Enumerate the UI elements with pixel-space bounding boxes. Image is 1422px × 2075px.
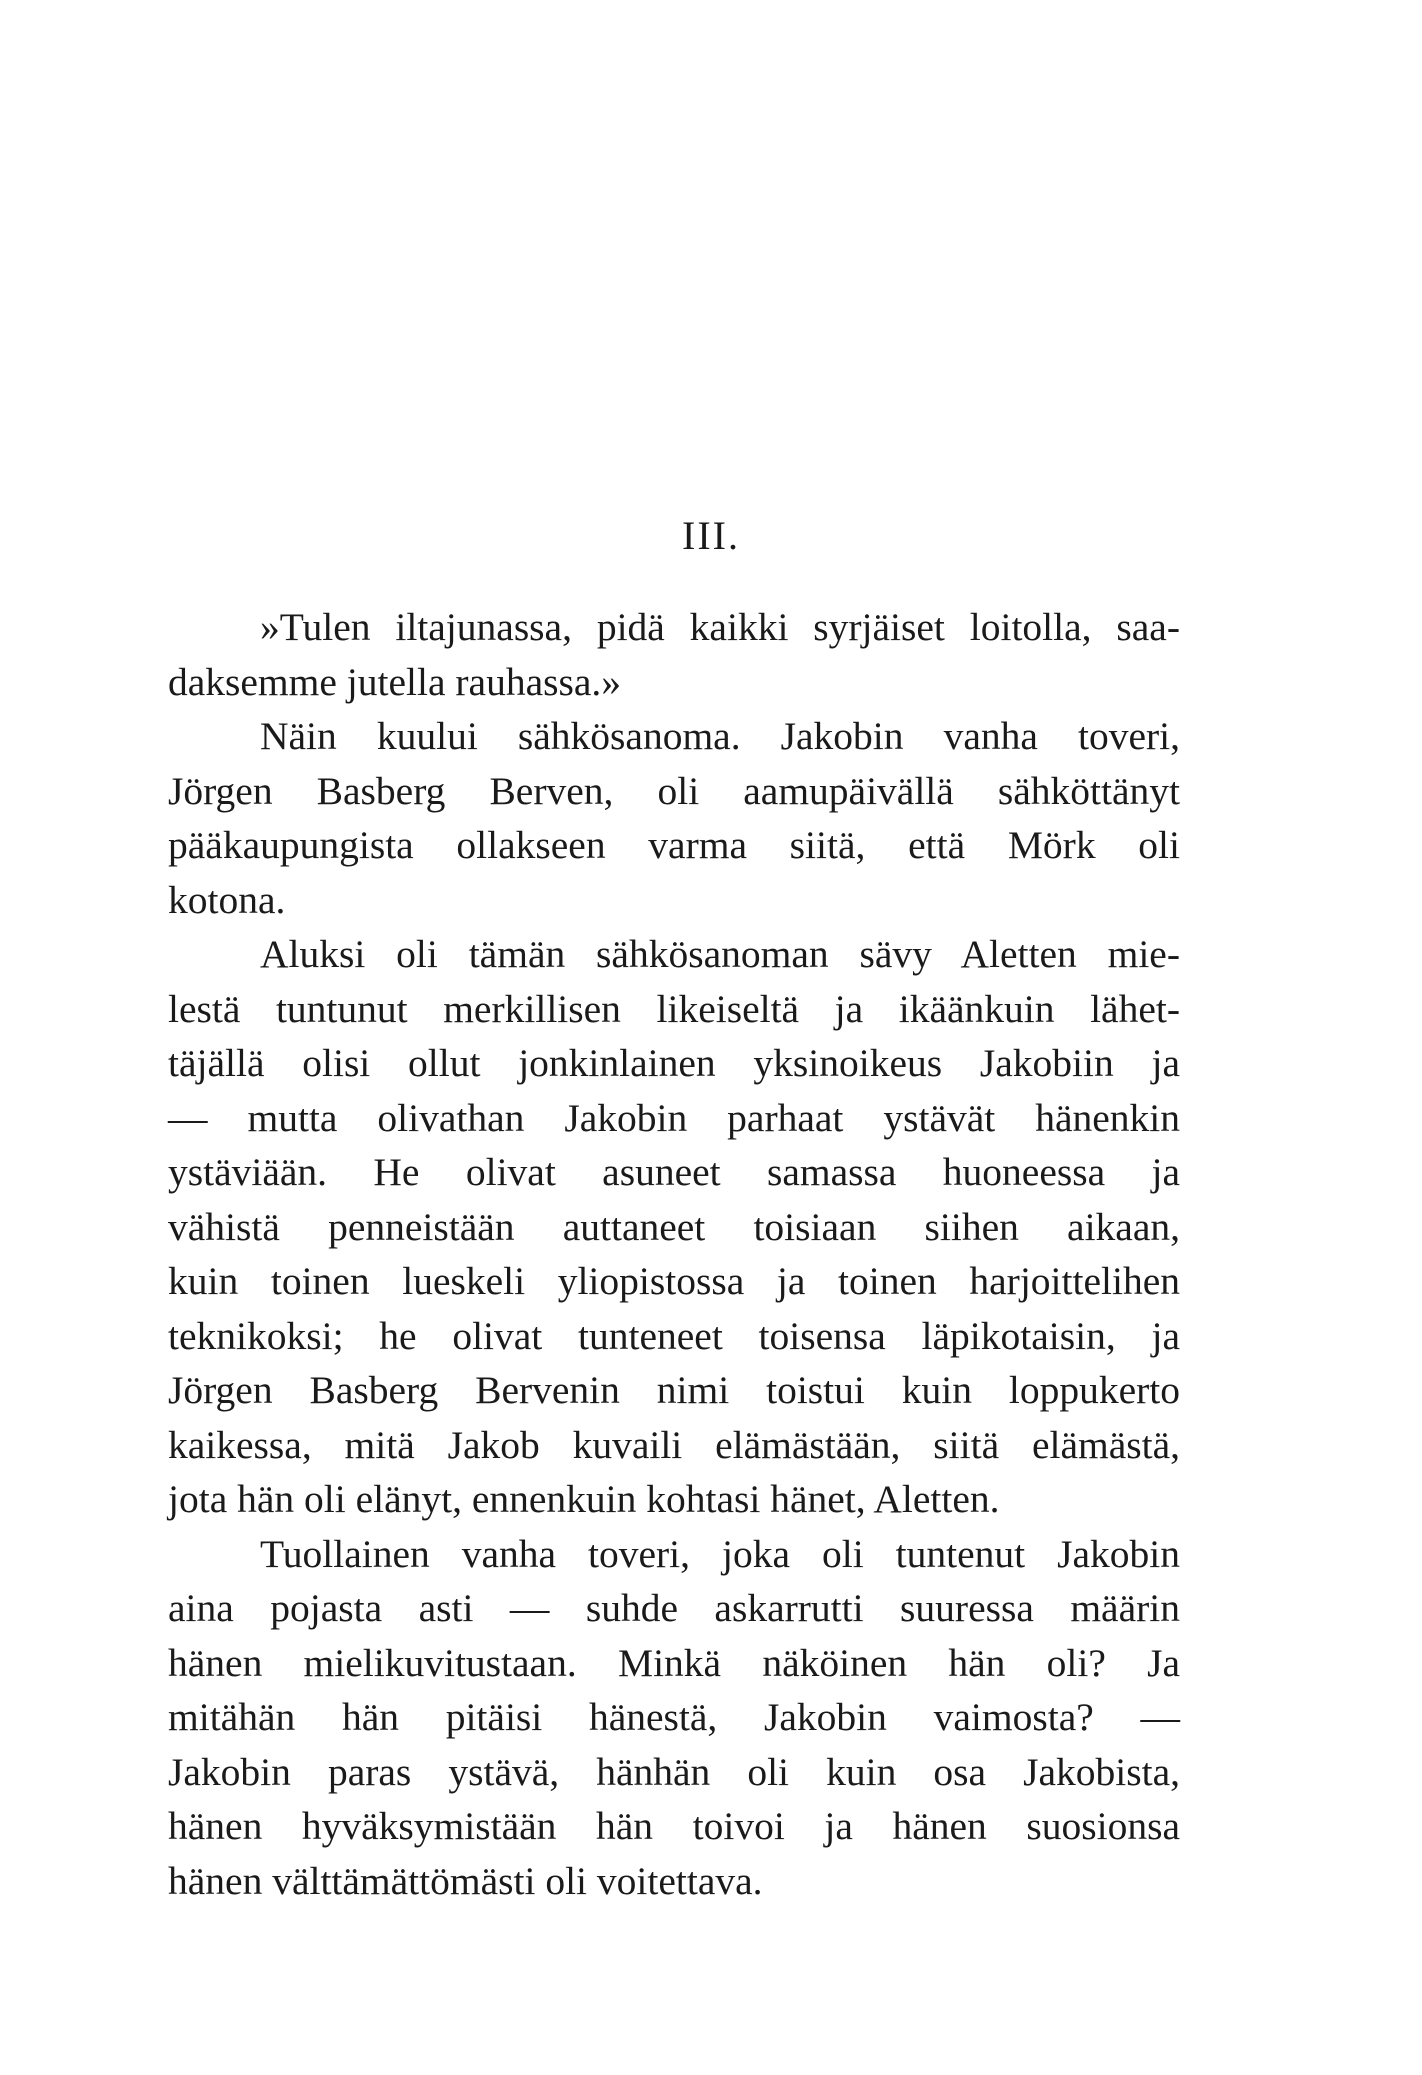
text-line: »Tulen iltajunassa, pidä kaikki syrjäiset loitolla, saa- [260, 605, 1180, 649]
text-line: hänen hyväksymistään hän toivoi ja hänen suosionsa [168, 1804, 1180, 1848]
text-line: teknikoksi; he olivat tunteneet toisensa läpikotaisin, ja [168, 1313, 1180, 1358]
text-line: vähistä penneistään auttaneet toisiaan siihen aikaan, [168, 1204, 1180, 1249]
text-line: hänen mielikuvitustaan. Minkä näköinen hän oli? Ja [168, 1640, 1180, 1685]
text-line: Tuollainen vanha toveri, joka oli tuntenut Jakobin [260, 1531, 1180, 1576]
text-line: hänen välttämättömästi oli voitettava. [168, 1858, 763, 1903]
text-line: aina pojasta asti — suhde askarrutti suuressa määrin [168, 1586, 1180, 1630]
text-line: — mutta olivathan Jakobin parhaat ystävät hänenkin [168, 1095, 1180, 1140]
text-line: kaikessa, mitä Jakob kuvaili elämästään, siitä elämästä, [168, 1422, 1180, 1467]
text-line: mitähän hän pitäisi hänestä, Jakobin vaimosta? — [168, 1695, 1180, 1739]
body-text [168, 600, 1180, 1908]
text-line: Aluksi oli tämän sähkösanoman sävy Aletten mie- [260, 932, 1180, 976]
chapter-heading: III. [682, 513, 740, 558]
text-line: jota hän oli elänyt, ennenkuin kohtasi hänet, Aletten. [168, 1477, 1000, 1521]
text-line: pääkaupungista ollakseen varma siitä, että Mörk oli [168, 823, 1180, 867]
text-line: ystäviään. He olivat asuneet samassa huoneessa ja [168, 1150, 1180, 1194]
text-line: Näin kuului sähkösanoma. Jakobin vanha toveri, [260, 714, 1180, 758]
text-line: täjällä olisi ollut jonkinlainen yksinoikeus Jakobiin ja [168, 1041, 1180, 1085]
text-line: daksemme jutella rauhassa.» [168, 659, 621, 704]
text-line: lestä tuntunut merkillisen likeiseltä ja ikäänkuin lähet- [168, 986, 1180, 1031]
text-line: kuin toinen lueskeli yliopistossa ja toinen harjoittelihen [168, 1259, 1180, 1303]
text-line: kotona. [168, 877, 286, 922]
text-line: Jörgen Basberg Berven, oli aamupäivällä sähköttänyt [168, 768, 1180, 813]
text-line: Jakobin paras ystävä, hänhän oli kuin osa Jakobista, [168, 1749, 1180, 1794]
text-line: Jörgen Basberg Bervenin nimi toistui kuin loppukerto [168, 1368, 1180, 1412]
